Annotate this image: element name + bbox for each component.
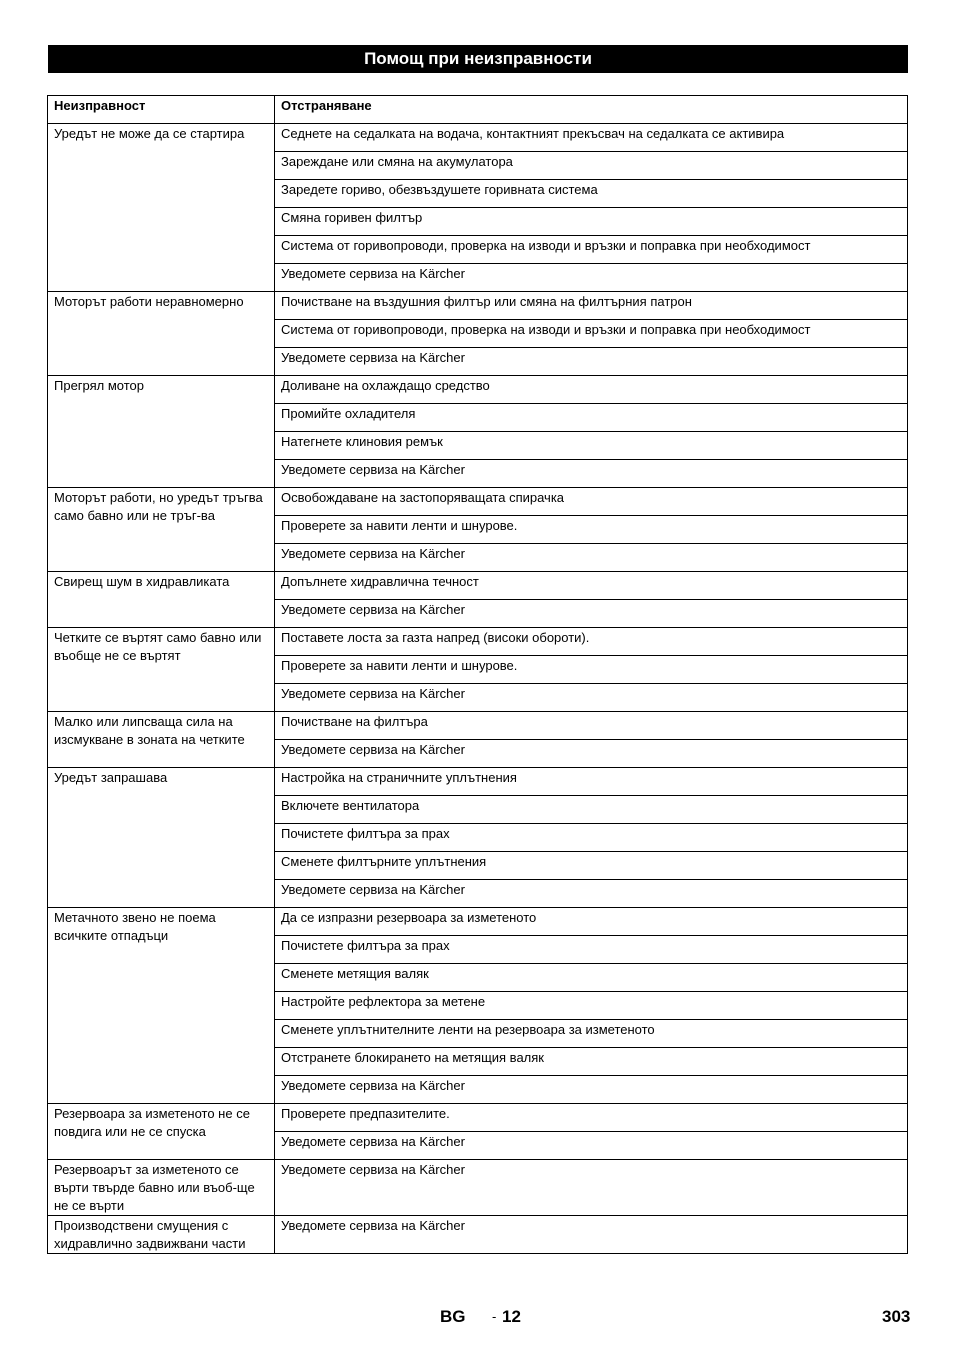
- remedy-cell: Уведомете сервиза на Kärcher: [275, 880, 908, 908]
- remedy-cell: Поставете лоста за газта напред (високи обороти).: [275, 628, 908, 656]
- remedy-cell: Уведомете сервиза на Kärcher: [275, 1160, 908, 1216]
- remedy-cell: Почистете филтъра за прах: [275, 824, 908, 852]
- remedy-cell: Седнете на седалката на водача, контактният прекъсвач на седалката се активира: [275, 124, 908, 152]
- fault-cell: Резервоарът за изметеното се върти твърде бавно или въоб-ще не се върти: [48, 1160, 275, 1216]
- table-row: [48, 1104, 908, 1132]
- remedy-cell: Да се изпразни резервоара за изметеното: [275, 908, 908, 936]
- remedy-cell: Сменете метящия валяк: [275, 964, 908, 992]
- remedy-cell: Уведомете сервиза на Kärcher: [275, 460, 908, 488]
- remedy-cell: Уведомете сервиза на Kärcher: [275, 600, 908, 628]
- footer-page-number: 303: [882, 1307, 911, 1326]
- table-row: [48, 572, 908, 600]
- table-row: [48, 1160, 908, 1216]
- remedy-cell: Система от горивопроводи, проверка на изводи и връзки и поправка при необходимост: [275, 236, 908, 264]
- remedy-cell: Доливане на охлаждащо средство: [275, 376, 908, 404]
- table-row: [48, 488, 908, 516]
- remedy-cell: Уведомете сервиза на Kärcher: [275, 348, 908, 376]
- remedy-cell: Проверете за навити ленти и шнурове.: [275, 656, 908, 684]
- remedy-cell: Заредете гориво, обезвъздушете горивната система: [275, 180, 908, 208]
- troubleshooting-table: [47, 95, 908, 1254]
- remedy-cell: Смяна горивен филтър: [275, 208, 908, 236]
- fault-cell: Уредът запрашава: [48, 768, 275, 908]
- header-fault: Неизправност: [48, 96, 275, 124]
- remedy-cell: Проверете за навити ленти и шнурове.: [275, 516, 908, 544]
- remedy-cell: Отстранете блокирането на метящия валяк: [275, 1048, 908, 1076]
- remedy-cell: Включете вентилатора: [275, 796, 908, 824]
- remedy-cell: Допълнете хидравлична течност: [275, 572, 908, 600]
- fault-cell: Производствени смущения с хидравлично задвижвани части: [48, 1216, 275, 1254]
- table-header-row: [48, 96, 908, 124]
- remedy-cell: Сменете филтърните уплътнения: [275, 852, 908, 880]
- table-row: [48, 292, 908, 320]
- fault-cell: Малко или липсваща сила на изсмукване в зоната на четките: [48, 712, 275, 768]
- remedy-cell: Почистване на филтъра: [275, 712, 908, 740]
- remedy-cell: Настройка на страничните уплътнения: [275, 768, 908, 796]
- table-row: [48, 908, 908, 936]
- table-row: [48, 1216, 908, 1254]
- fault-cell: Моторът работи, но уредът тръгва само бавно или не тръг-ва: [48, 488, 275, 572]
- fault-cell: Свирещ шум в хидравликата: [48, 572, 275, 628]
- remedy-cell: Почистване на въздушния филтър или смяна на филтърния патрон: [275, 292, 908, 320]
- remedy-cell: Уведомете сервиза на Kärcher: [275, 264, 908, 292]
- remedy-cell: Уведомете сервиза на Kärcher: [275, 684, 908, 712]
- page-title: Помощ при неизправности: [48, 45, 908, 73]
- fault-cell: Резервоара за изметеното не се повдига или не се спуска: [48, 1104, 275, 1160]
- remedy-cell: Почистете филтъра за прах: [275, 936, 908, 964]
- remedy-cell: Уведомете сервиза на Kärcher: [275, 544, 908, 572]
- header-remedy: Отстраняване: [275, 96, 908, 124]
- footer-dash: -: [492, 1309, 497, 1324]
- table-row: [48, 712, 908, 740]
- footer-language: BG: [440, 1307, 466, 1326]
- remedy-cell: Уведомете сервиза на Kärcher: [275, 1132, 908, 1160]
- fault-cell: Метачното звено не поема всичките отпадъци: [48, 908, 275, 1104]
- footer-section-number: 12: [502, 1307, 521, 1326]
- remedy-cell: Натегнете клиновия ремък: [275, 432, 908, 460]
- remedy-cell: Уведомете сервиза на Kärcher: [275, 1216, 908, 1254]
- table-row: [48, 628, 908, 656]
- fault-cell: Четките се въртят само бавно или въобще не се въртят: [48, 628, 275, 712]
- remedy-cell: Проверете предпазителите.: [275, 1104, 908, 1132]
- remedy-cell: Уведомете сервиза на Kärcher: [275, 1076, 908, 1104]
- remedy-cell: Система от горивопроводи, проверка на изводи и връзки и поправка при необходимост: [275, 320, 908, 348]
- fault-cell: Моторът работи неравномерно: [48, 292, 275, 376]
- remedy-cell: Сменете уплътнителните ленти на резервоара за изметеното: [275, 1020, 908, 1048]
- remedy-cell: Освобождаване на застопоряващата спирачка: [275, 488, 908, 516]
- table-row: [48, 768, 908, 796]
- table-row: [48, 124, 908, 152]
- fault-cell: Уредът не може да се стартира: [48, 124, 275, 292]
- remedy-cell: Промийте охладителя: [275, 404, 908, 432]
- fault-cell: Прегрял мотор: [48, 376, 275, 488]
- remedy-cell: Настройте рефлектора за метене: [275, 992, 908, 1020]
- remedy-cell: Зареждане или смяна на акумулатора: [275, 152, 908, 180]
- remedy-cell: Уведомете сервиза на Kärcher: [275, 740, 908, 768]
- table-row: [48, 376, 908, 404]
- table-body: [48, 124, 908, 1254]
